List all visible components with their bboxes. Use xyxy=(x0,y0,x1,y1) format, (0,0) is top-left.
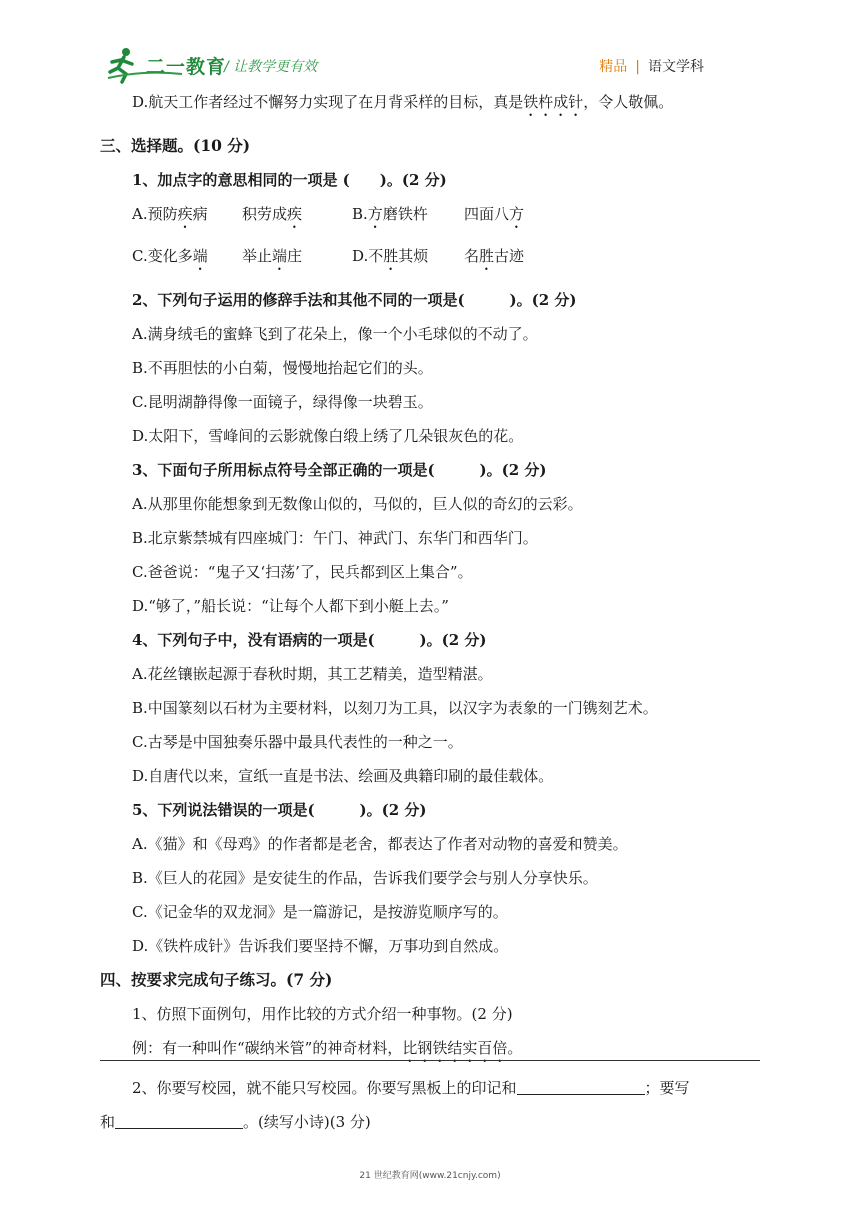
section-4-title: 四、按要求完成句子练习。(7 分) xyxy=(100,970,333,989)
q2-option-d: D.太阳下，雪峰间的云影就像白缎上绣了几朵银灰色的花。 xyxy=(132,427,524,445)
q1-option-d2: 名胜古迹 xyxy=(464,247,525,265)
logo-text: 二一教育 xyxy=(146,56,227,78)
s4-q2-line1-text: 2、你要写校园，就不能只写校园。你要写黑板上的印记和 xyxy=(132,1079,517,1097)
s4-q2-blank-1[interactable] xyxy=(517,1078,645,1095)
q1-option-d1: D.不胜其烦 xyxy=(352,247,429,265)
q5-option-b: B.《巨人的花园》是安徒生的作品，告诉我们要学会与别人分享快乐。 xyxy=(132,869,598,887)
q4-stem: 4、下列句子中，没有语病的一项是( )。(2 分) xyxy=(132,631,487,649)
q3-option-d: D.“够了，”船长说：“让每个人都下到小艇上去。” xyxy=(132,597,449,615)
q3-option-a: A.从那里你能想象到无数像山似的，马似的，巨人似的奇幻的云彩。 xyxy=(132,495,583,513)
q1-row-cd xyxy=(100,246,765,274)
q1-option-b1: B.方磨铁杵 xyxy=(352,205,428,223)
s4-q1-example xyxy=(100,1038,765,1066)
subject-tag xyxy=(599,56,704,76)
q1-stem: 1、加点字的意思相同的一项是 ( )。(2 分) xyxy=(132,171,447,189)
answer-line[interactable] xyxy=(100,1060,760,1061)
q1-option-b2: 四面八方 xyxy=(464,205,525,223)
q1-option-a1: A.预防疾病 xyxy=(132,205,208,223)
s4-q2-line2-text: 和 xyxy=(100,1113,116,1131)
s4-q2-line2-end: 。(续写小诗)(3 分) xyxy=(243,1113,371,1131)
s4-q2-line2 xyxy=(100,1112,765,1132)
s4-q2-line1-end: ；要写 xyxy=(644,1079,690,1097)
s4-q2-line1 xyxy=(100,1078,797,1098)
q1-option-c2: 举止端庄 xyxy=(242,247,303,265)
s4-q1-example-emphasis: 比钢铁结实百倍 xyxy=(402,1039,508,1057)
q3-stem: 3、下面句子所用标点符号全部正确的一项是( )。(2 分) xyxy=(132,461,547,479)
q4-option-d: D.自唐代以来，宣纸一直是书法、绘画及典籍印刷的最佳载体。 xyxy=(132,767,554,785)
prev-option-d-emphasis: 铁杵成针 xyxy=(523,93,584,111)
tag-subject: 语文学科 xyxy=(648,59,704,75)
q2-stem: 2、下列句子运用的修辞手法和其他不同的一项是( )。(2 分) xyxy=(132,291,577,309)
q5-option-c: C.《记金华的双龙洞》是一篇游记，是按游览顺序写的。 xyxy=(132,903,508,921)
q3-option-b: B.北京紫禁城有四座城门：午门、神武门、东华门和西华门。 xyxy=(132,529,538,547)
q3-option-c: C.爸爸说：“鬼子又‘扫荡’了，民兵都到区上集合”。 xyxy=(132,563,473,581)
section-3-title: 三、选择题。(10 分) xyxy=(100,136,251,155)
slogan: / 让教学更有效 xyxy=(224,59,318,75)
prev-option-d xyxy=(100,92,765,120)
tag-separator: | xyxy=(635,59,640,75)
prev-option-d-text: D.航天工作者经过不懈努力实现了在月背采样的目标，真是 xyxy=(132,93,524,111)
q1-option-a2: 积劳成疾 xyxy=(242,205,303,223)
q5-option-d: D.《铁杵成针》告诉我们要坚持不懈，万事功到自然成。 xyxy=(132,937,509,955)
page-header xyxy=(0,0,860,80)
q5-stem: 5、下列说法错误的一项是( )。(2 分) xyxy=(132,801,427,819)
page-footer: 21 世纪教育网(www.21cnjy.com) xyxy=(359,1171,501,1181)
q2-option-b: B.不再胆怯的小白菊，慢慢地抬起它们的头。 xyxy=(132,359,433,377)
q5-option-a: A.《猫》和《母鸡》的作者都是老舍，都表达了作者对动物的喜爱和赞美。 xyxy=(132,835,628,853)
prev-option-d-end: ，令人敬佩。 xyxy=(583,93,674,111)
s4-q2-blank-2[interactable] xyxy=(115,1112,243,1129)
q2-option-c: C.昆明湖静得像一面镜子，绿得像一块碧玉。 xyxy=(132,393,433,411)
q4-option-c: C.古琴是中国独奏乐器中最具代表性的一种之一。 xyxy=(132,733,463,751)
q1-row-ab xyxy=(100,204,765,232)
exam-content xyxy=(100,88,765,1066)
q4-option-a: A.花丝镶嵌起源于春秋时期，其工艺精美，造型精湛。 xyxy=(132,665,493,683)
s4-q1-stem: 1、仿照下面例句，用作比较的方式介绍一种事物。(2 分) xyxy=(132,1005,513,1023)
q1-option-c1: C.变化多端 xyxy=(132,247,208,265)
q4-option-b: B.中国篆刻以石材为主要材料，以刻刀为工具，以汉字为表象的一门镌刻艺术。 xyxy=(132,699,658,717)
q2-option-a: A.满身绒毛的蜜蜂飞到了花朵上，像一个小毛球似的不动了。 xyxy=(132,325,538,343)
s4-q1-example-end: 。 xyxy=(507,1039,523,1057)
s4-q1-example-text: 例：有一种叫作“碳纳米管”的神奇材料， xyxy=(132,1039,403,1057)
tag-premium: 精品 xyxy=(599,59,628,75)
